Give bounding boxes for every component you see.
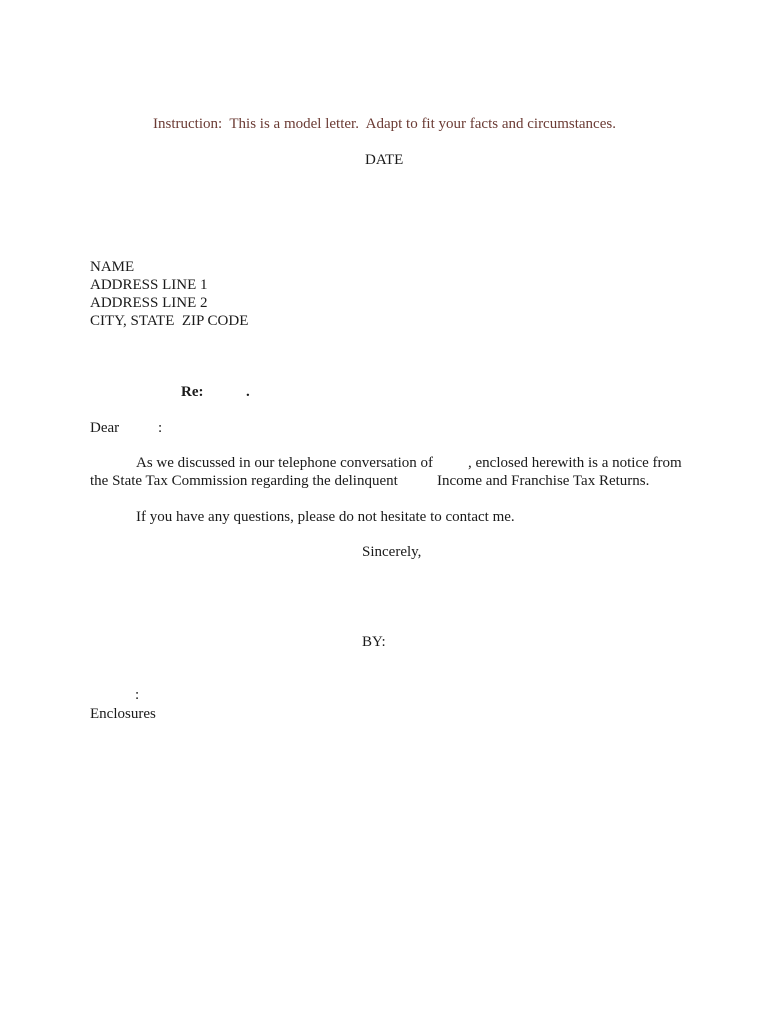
body-paragraph-2: If you have any questions, please do not hesitate to contact me. [136, 509, 515, 525]
recipient-address-line-2: ADDRESS LINE 2 [90, 295, 208, 311]
recipient-address-line-1: ADDRESS LINE 1 [90, 277, 208, 293]
body-p1-line2-part2: Income and Franchise Tax Returns. [437, 473, 650, 489]
instruction-note: Instruction: This is a model letter. Adapt to fit your facts and circumstances. [153, 116, 616, 132]
date-placeholder: DATE [365, 152, 404, 168]
recipient-name: NAME [90, 259, 135, 275]
signature-by-label: BY: [362, 634, 386, 650]
recipient-city-state-zip: CITY, STATE ZIP CODE [90, 313, 249, 329]
footer-colon: : [135, 687, 140, 703]
closing-sincerely: Sincerely, [362, 544, 422, 560]
body-p1-line1-part2: , enclosed herewith is a notice from [468, 455, 682, 471]
enclosures-note: Enclosures [90, 706, 156, 722]
re-value: . [246, 384, 250, 400]
salutation-word: Dear [90, 420, 120, 436]
body-p1-line1-part1: As we discussed in our telephone conversation of [136, 455, 434, 471]
salutation-colon: : [158, 420, 163, 436]
body-p1-line2-part1: the State Tax Commission regarding the delinquent [90, 473, 398, 489]
re-label: Re: [181, 384, 204, 400]
